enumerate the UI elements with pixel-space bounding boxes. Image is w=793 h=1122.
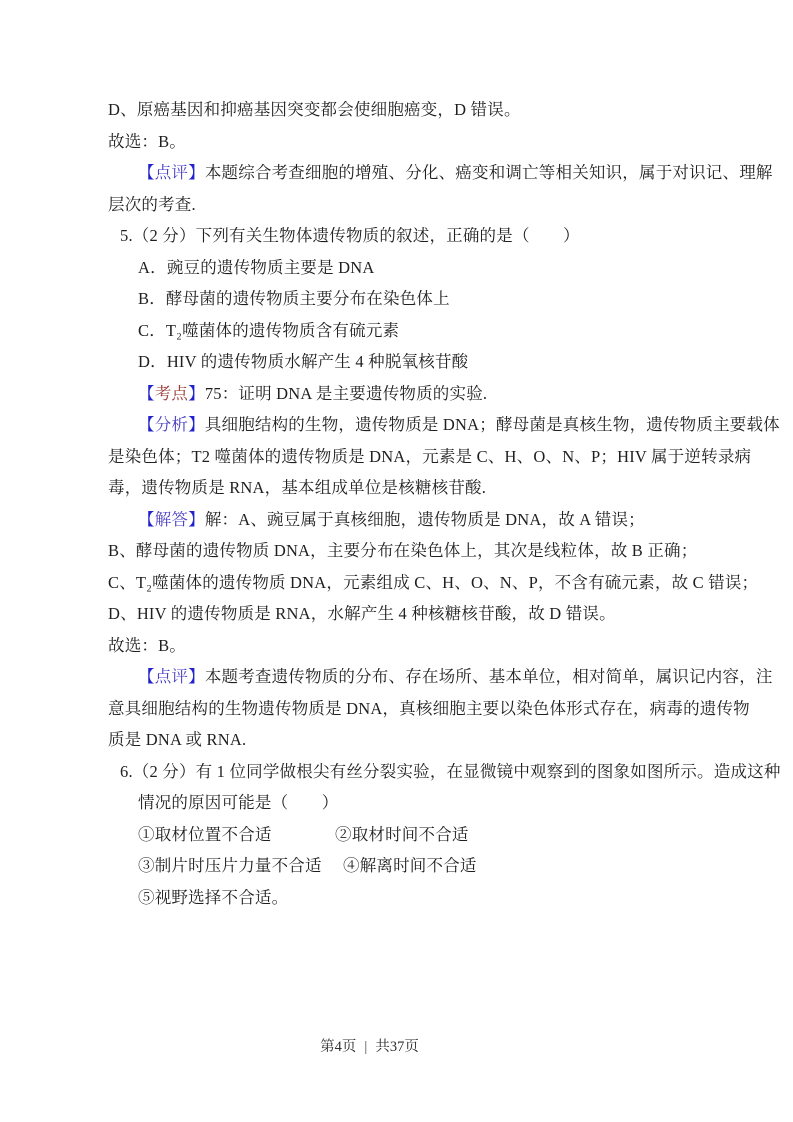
q4-review-line-2: 层次的考查. (108, 194, 196, 214)
answer-text: 解：A、豌豆属于真核细胞，遗传物质是 DNA，故 A 错误； (204, 509, 645, 529)
q6-items-row-2 (108, 850, 695, 882)
q6-item-2: ②取材时间不合适 (335, 824, 469, 844)
q5-option-d: D．HIV 的遗传物质水解产生 4 种脱氧核苷酸 (138, 352, 469, 371)
footer-total-pages: 共37页 (375, 1039, 419, 1055)
q6-item-4: ④解离时间不合适 (343, 856, 477, 875)
footer-page-number: 第4页 (320, 1039, 357, 1055)
q6-stem-line-1: 6.（2 分）有 1 位同学做根尖有丝分裂实验，在显微镜中观察到的图象如图所示。造成这种 (120, 761, 781, 781)
bracket-open: 【 (138, 415, 155, 434)
q5-analysis-line-1 (108, 409, 780, 441)
review-text: 本题考查遗传物质的分布、存在场所、基本单位，相对简单，属识记内容，注 (204, 667, 773, 686)
bracket-close: 】 (188, 509, 205, 529)
q6-item-5: ⑤视野选择不合适。 (138, 887, 289, 907)
q6-stem-line-2: 情况的原因可能是（ ） (138, 793, 339, 812)
q6-item-3: ③制片时压片力量不合适 (138, 856, 322, 875)
bracket-open: 【 (138, 383, 155, 403)
q5-answer-line-2: B、酵母菌的遗传物质 DNA，主要分布在染色体上，其次是线粒体，故 B 正确； (108, 541, 698, 560)
q5-option-c: C．T₂噬菌体的遗传物质含有硫元素 (138, 320, 400, 340)
review-label: 点评 (154, 163, 189, 182)
bracket-close: 】 (188, 667, 205, 686)
review-text: 本题综合考查细胞的增殖、分化、癌变和调亡等相关知识，属于对识记、理解 (204, 163, 773, 182)
q5-stem: 5.（2 分）下列有关生物体遗传物质的叙述，正确的是（ ） (120, 226, 580, 245)
q5-answer-line-4: D、HIV 的遗传物质是 RNA，水解产生 4 种核糖核苷酸，故 D 错误。 (108, 604, 616, 623)
analysis-label: 分析 (154, 415, 189, 434)
q5-option-a: A．豌豆的遗传物质主要是 DNA (138, 257, 375, 277)
bracket-open: 【 (138, 667, 155, 686)
q5-review-line-1 (108, 661, 773, 693)
q6-item-1: ①取材位置不合适 (138, 824, 272, 844)
answer-label: 解答 (154, 509, 189, 529)
kaodian-text: 75：证明 DNA 是主要遗传物质的实验. (204, 383, 488, 403)
q6-items-row-1 (108, 819, 695, 851)
q5-option-b: B．酵母菌的遗传物质主要分布在染色体上 (138, 289, 450, 308)
q5-analysis-line-3: 毒，遗传物质是 RNA，基本组成单位是核糖核苷酸. (108, 478, 487, 497)
bracket-open: 【 (138, 163, 155, 182)
q4-answer-d-line: D、原癌基因和抑癌基因突变都会使细胞癌变，D 错误。 (108, 100, 521, 119)
review-label: 点评 (154, 667, 189, 686)
bracket-close: 】 (188, 383, 205, 403)
bracket-open: 【 (138, 509, 155, 529)
q5-answer-line-3: C、T₂噬菌体的遗传物质 DNA，元素组成 C、H、O、N、P，不含有硫元素，故 C 错误； (108, 572, 759, 592)
q4-review-line-1 (108, 157, 773, 189)
q4-conclusion: 故选：B。 (108, 131, 187, 151)
q5-answer-line-1 (108, 504, 695, 536)
footer-separator: | (364, 1039, 368, 1055)
bracket-close: 】 (188, 415, 205, 434)
q5-review-line-3: 质是 DNA 或 RNA. (108, 730, 247, 749)
q5-analysis-line-2: 是染色体；T2 噬菌体的遗传物质是 DNA，元素是 C、H、O、N、P；HIV 属于逆转录病 (108, 446, 752, 466)
analysis-text: 具细胞结构的生物，遗传物质是 DNA；酵母菌是真核生物，遗传物质主要载体 (204, 415, 780, 434)
q5-kaodian-line (108, 378, 695, 410)
bracket-close: 】 (188, 163, 205, 182)
q5-conclusion: 故选：B。 (108, 635, 187, 655)
kaodian-label: 考点 (154, 383, 189, 403)
q5-review-line-2: 意具细胞结构的生物遗传物质是 DNA，真核细胞主要以染色体形式存在，病毒的遗传物 (108, 698, 750, 718)
page-content (108, 94, 781, 913)
page-footer (0, 1035, 766, 1056)
